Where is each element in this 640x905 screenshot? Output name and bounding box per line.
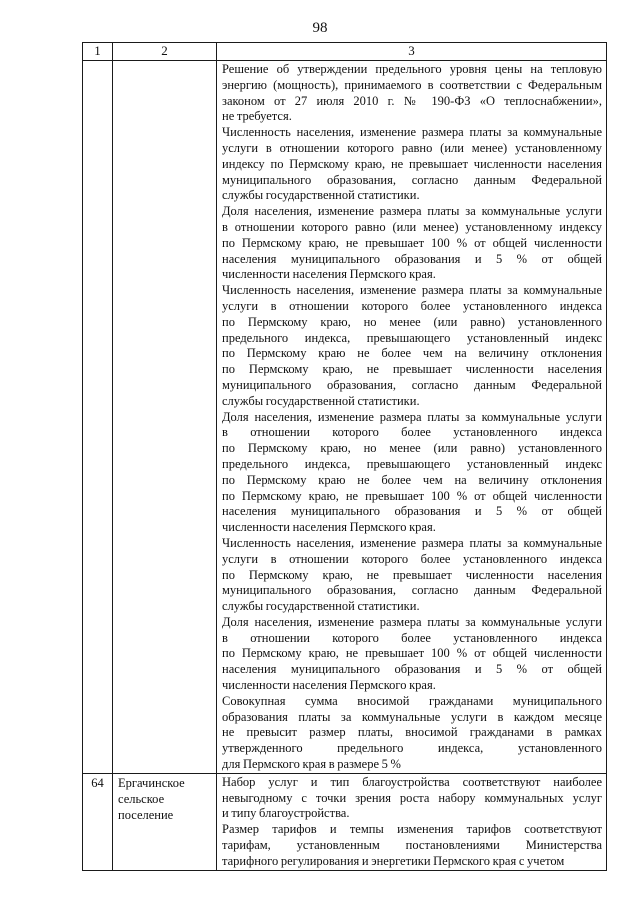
text-line: муниципального образования, согласно данным Федеральной [222,172,602,187]
municipality-name-line: Ергачинское [118,775,185,790]
document-table [82,42,607,871]
text-line: не требуется. [222,109,292,124]
text-line: образования платы за коммунальные услуги в каждом месяце [222,709,602,724]
text-line: в отношении которого более установленного индекса [222,425,602,440]
text-line: муниципального образования, согласно данным Федеральной [222,377,602,392]
conditions-text-cell [217,773,607,870]
text-line: по Пермскому краю, не превышает 100 % от общей численности [222,646,602,661]
text-line: для Пермского края в размере 5 % [222,757,401,772]
text-line: Размер тарифов и темпы изменения тарифов соответствуют [222,822,602,837]
text-line: услуги в отношении которого более установленного индекса [222,298,602,313]
text-line: утвержденного предельного индекса, установленного [222,741,602,756]
text-line: Совокупная сумма вносимой гражданами муниципального [222,693,602,708]
text-line: Доля населения, изменение размера платы за коммунальные услуги [222,204,602,219]
text-line: по Пермскому краю, но менее (или равно) установленного [222,314,602,329]
text-line: Численность населения, изменение размера платы за коммунальные [222,125,602,140]
text-line: Решение об утверждении предельного уровня цены на тепловую [222,62,602,76]
conditions-text-cell [217,61,607,774]
text-line: населения муниципального образования и 5 % от общей [222,504,602,519]
text-line: службы государственной статистики. [222,393,420,408]
text-line: Набор услуг и тип благоустройства соответствуют наиболее [222,774,602,789]
row-number-cell: 64 [83,773,113,870]
text-line: предельного индекса, превышающего установленный индекс [222,330,602,345]
column-header-1: 1 [83,43,113,61]
text-line: невыгодному с точки зрения роста набору коммунальных услуг [222,790,602,805]
text-line: численности населения Пермского края. [222,678,436,693]
text-line: численности населения Пермского края. [222,520,436,535]
text-line: населения муниципального образования и 5 % от общей [222,662,602,677]
text-line: по Пермскому краю, не превышает численности населения [222,567,602,582]
text-line: Доля населения, изменение размера платы за коммунальные услуги [222,614,602,629]
text-line: службы государственной статистики. [222,599,420,614]
text-line: Численность населения, изменение размера платы за коммунальные [222,283,602,298]
text-line: предельного индекса, превышающего установленный индекс [222,456,602,471]
text-line: по Пермскому краю, не превышает 100 % от общей численности [222,488,602,503]
text-line: по Пермскому краю, но менее (или равно) установленного [222,441,602,456]
text-line: в отношении которого более установленного индекса [222,630,602,645]
row-number-cell [83,61,113,774]
municipality-name-line: поселение [118,807,174,822]
text-line: службы государственной статистики. [222,188,420,203]
page-number: 98 [312,20,328,36]
text-line: индексу по Пермскому краю, не превышает численности населения [222,156,602,171]
text-line: по Пермскому краю, не превышает 100 % от общей численности [222,235,602,250]
text-line: по Пермскому краю, не превышает численности населения [222,362,602,377]
text-line: тарифам, установленным постановлениями Министерства [222,838,602,853]
table-row-64 [83,773,607,870]
text-line: муниципального образования, согласно данным Федеральной [222,583,602,598]
table-header-row [83,43,607,61]
column-header-3: 3 [217,43,607,61]
text-line: по Пермскому краю не более чем на величину отклонения [222,346,602,361]
column-header-2: 2 [113,43,217,61]
text-line: Численность населения, изменение размера платы за коммунальные [222,535,602,550]
text-line: населения муниципального образования и 5 % от общей [222,251,602,266]
text-line: не превысит размер платы, вносимой гражданами в рамках [222,725,602,740]
text-line: численности населения Пермского края. [222,267,436,282]
text-line: энергию (мощность), принимаемого в соответствии с Федеральным [222,77,602,92]
text-line: и типу благоустройства. [222,806,350,821]
municipality-name-cell [113,61,217,774]
municipality-name-line: сельское [118,791,165,806]
table-row-continued [83,61,607,774]
text-line: Доля населения, изменение размера платы за коммунальные услуги [222,409,602,424]
text-line: тарифного регулирования и энергетики Пермского края с учетом [222,853,565,868]
text-line: услуги в отношении которого равно (или менее) установленному [222,140,602,155]
text-line: в отношении которого равно (или менее) установленному индексу [222,219,602,234]
text-line: услуги в отношении которого более установленного индекса [222,551,602,566]
text-line: по Пермскому краю не более чем на величину отклонения [222,472,602,487]
municipality-name-cell [113,773,217,870]
text-line: законом от 27 июля 2010 г. № 190-ФЗ «О теплоснабжении», [222,93,602,108]
